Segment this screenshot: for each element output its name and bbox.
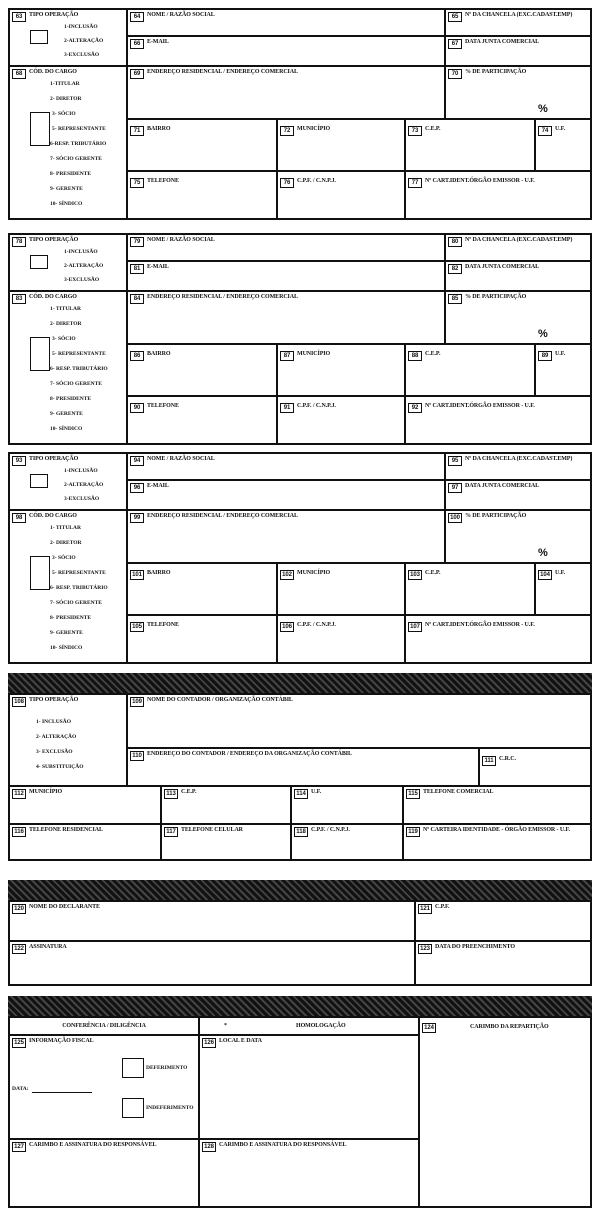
op-alteracao: 2-ALTERAÇÃO: [64, 38, 104, 44]
cargo-item: 2- DIRETOR: [50, 540, 82, 546]
partner-tipo-operacao: 63 TIPO OPERAÇÃO 1-INCLUSÃO 2-ALTERAÇÃO 3-EXCLUSÃO: [9, 9, 127, 66]
op-inclusao: 1-INCLUSÃO: [64, 249, 98, 255]
partner-bairro-field[interactable]: 86 BAIRRO: [127, 344, 277, 396]
op-alteracao: 2-ALTERAÇÃO: [64, 482, 104, 488]
declarante-assinatura-field[interactable]: 122 ASSINATURA: [9, 941, 415, 985]
declarante-cpf-field[interactable]: 121 C.P.F.: [415, 901, 591, 941]
op-inclusao: 1-INCLUSÃO: [64, 24, 98, 30]
partner-participacao-field[interactable]: 100 % DE PARTICIPAÇÃO %: [445, 510, 591, 563]
tipo-operacao-checkbox[interactable]: [30, 30, 48, 44]
cargo-item: 1-TITULAR: [50, 81, 80, 87]
data-label: DATA:: [12, 1086, 29, 1092]
partner-block: [8, 233, 592, 445]
cargo-code-box[interactable]: [30, 556, 50, 590]
partner-junta-field[interactable]: 67 DATA JUNTA COMERCIAL: [445, 36, 591, 66]
partner-cargo-column: 83 CÓD. DO CARGO 1- TITULAR 2- DIRETOR 3- SÓCIO 5- REPRESENTANTE 6- RESP. TRIBUTÁRIO 7- SÓCIO GERENTE 8- PRESIDENTE 9- GERENTE 10- SÍNDICO: [9, 291, 127, 444]
partner-cpf-field[interactable]: 76 C.P.F. / C.N.P.J.: [277, 171, 405, 219]
section-band-reparticao: [8, 996, 592, 1016]
partner-cep-field[interactable]: 88 C.E.P.: [405, 344, 535, 396]
section-band-contador: [8, 673, 592, 693]
op-exclusao: 3-EXCLUSÃO: [64, 496, 100, 502]
contador-cep-field[interactable]: 113 C.E.P.: [161, 786, 291, 824]
contador-crc-field[interactable]: 111 C.R.C.: [479, 748, 591, 786]
declarante-nome-field[interactable]: 120 NOME DO DECLARANTE: [9, 901, 415, 941]
partner-chancela-field[interactable]: 95 Nº DA CHANCELA (EXC.CADAST.EMP): [445, 453, 591, 480]
cargo-item: 9- GERENTE: [50, 630, 83, 636]
partner-telefone-field[interactable]: 90 TELEFONE: [127, 396, 277, 444]
declarante-data-field[interactable]: 123 DATA DO PREENCHIMENTO: [415, 941, 591, 985]
carimbo-responsavel-1-field[interactable]: 127 CARIMBO E ASSINATURA DO RESPONSÁVEL: [9, 1139, 199, 1207]
partner-junta-field[interactable]: 82 DATA JUNTA COMERCIAL: [445, 261, 591, 291]
partner-cep-field[interactable]: 103 C.E.P.: [405, 563, 535, 615]
cargo-item: 6- RESP. TRIBUTÁRIO: [50, 366, 108, 372]
cargo-item: 10- SÍNDICO: [50, 201, 83, 207]
partner-nome-field[interactable]: 64 NOME / RAZÃO SOCIAL: [127, 9, 445, 36]
cargo-item: 9- GERENTE: [50, 411, 83, 417]
partner-rg-field[interactable]: 92 Nº CART.IDENT.ÓRGÃO EMISSOR - U.F.: [405, 396, 591, 444]
carimbo-responsavel-2-field[interactable]: 128 CARIMBO E ASSINATURA DO RESPONSÁVEL: [199, 1139, 419, 1207]
cargo-item: 9- GERENTE: [50, 186, 83, 192]
cargo-item: 5- REPRESENTANTE: [52, 570, 106, 576]
local-data-field[interactable]: 126 LOCAL E DATA: [199, 1035, 419, 1139]
cargo-item: 8- PRESIDENTE: [50, 615, 92, 621]
conferencia-title: CONFERÊNCIA / DILIGÊNCIA: [62, 1023, 146, 1029]
partner-endereco-field[interactable]: 99 ENDEREÇO RESIDENCIAL / ENDEREÇO COMERCIAL: [127, 510, 445, 563]
partner-bairro-field[interactable]: 101 BAIRRO: [127, 563, 277, 615]
cargo-item: 8- PRESIDENTE: [50, 171, 92, 177]
percent-sign: %: [538, 328, 548, 340]
partner-tipo-operacao: 78 TIPO OPERAÇÃO 1-INCLUSÃO 2-ALTERAÇÃO 3-EXCLUSÃO: [9, 234, 127, 291]
tipo-operacao-checkbox[interactable]: [30, 474, 48, 488]
cargo-item: 3- SÓCIO: [52, 111, 76, 117]
partner-cargo-column: 68 CÓD. DO CARGO 1-TITULAR 2- DIRETOR 3- SÓCIO 5- REPRESENTANTE 6-RESP. TRIBUTÁRIO 7- SÓCIO GERENTE 8- PRESIDENTE 9- GERENTE 10- SÍNDICO: [9, 66, 127, 219]
op-exclusao: 3-EXCLUSÃO: [64, 277, 100, 283]
partner-endereco-field[interactable]: 84 ENDEREÇO RESIDENCIAL / ENDEREÇO COMERCIAL: [127, 291, 445, 344]
partner-municipio-field[interactable]: 102 MUNICÍPIO: [277, 563, 405, 615]
declarante-section: [8, 900, 592, 986]
indeferimento-label: INDEFERIMENTO: [146, 1105, 194, 1111]
partner-email-field[interactable]: 96 E-MAIL: [127, 480, 445, 510]
contador-op-substituicao[interactable]: 4- SUBSTITUIÇÃO: [36, 764, 84, 770]
cargo-item: 2- DIRETOR: [50, 321, 82, 327]
op-inclusao: 1-INCLUSÃO: [64, 468, 98, 474]
carimbo-reparticao-field[interactable]: 124 CARIMBO DA REPARTIÇÃO: [419, 1017, 591, 1207]
partner-uf-field[interactable]: 74 U.F.: [535, 119, 591, 171]
partner-uf-field[interactable]: 89 U.F.: [535, 344, 591, 396]
contador-op-inclusao[interactable]: 1- INCLUSÃO: [36, 719, 71, 725]
informacao-fiscal-field[interactable]: 125 INFORMAÇÃO FISCAL DEFERIMENTO INDEFERIMENTO DATA:: [9, 1035, 199, 1139]
partner-email-field[interactable]: 81 E-MAIL: [127, 261, 445, 291]
homologacao-prefix: *: [224, 1023, 227, 1029]
conferencia-header: [9, 1017, 199, 1035]
partner-rg-field[interactable]: 77 Nº CART.IDENT.ÓRGÃO EMISSOR - U.F.: [405, 171, 591, 219]
cargo-item: 7- SÓCIO GERENTE: [50, 156, 102, 162]
partner-telefone-field[interactable]: 105 TELEFONE: [127, 615, 277, 663]
contador-celular-field[interactable]: 117 TELEFONE CELULAR: [161, 824, 291, 860]
contador-op-alteracao[interactable]: 2- ALTERAÇÃO: [36, 734, 77, 740]
contador-telefone-residencial-field[interactable]: 116 TELEFONE RESIDENCIAL: [9, 824, 161, 860]
indeferimento-checkbox[interactable]: [122, 1098, 144, 1118]
cargo-item: 2- DIRETOR: [50, 96, 82, 102]
deferimento-checkbox[interactable]: [122, 1058, 144, 1078]
cargo-item: 10- SÍNDICO: [50, 426, 83, 432]
contador-telefone-comercial-field[interactable]: 115 TELEFONE COMERCIAL: [403, 786, 591, 824]
cargo-item: 3- SÓCIO: [52, 336, 76, 342]
partner-email-field[interactable]: 66 E-MAIL: [127, 36, 445, 66]
partner-telefone-field[interactable]: 75 TELEFONE: [127, 171, 277, 219]
partner-block: [8, 452, 592, 664]
carimbo-reparticao-label: CARIMBO DA REPARTIÇÃO: [470, 1024, 549, 1030]
contador-rg-field[interactable]: 119 Nº CARTEIRA IDENTIDADE - ÓRGÃO EMISSOR - U.F.: [403, 824, 591, 860]
partner-junta-field[interactable]: 97 DATA JUNTA COMERCIAL: [445, 480, 591, 510]
cargo-item: 7- SÓCIO GERENTE: [50, 381, 102, 387]
contador-nome-field[interactable]: 109 NOME DO CONTADOR / ORGANIZAÇÃO CONTÁBIL: [127, 694, 591, 748]
partner-rg-field[interactable]: 107 Nº CART.IDENT.ÓRGÃO EMISSOR - U.F.: [405, 615, 591, 663]
contador-municipio-field[interactable]: 112 MUNICÍPIO: [9, 786, 161, 824]
partner-cpf-field[interactable]: 91 C.P.F. / C.N.P.J.: [277, 396, 405, 444]
percent-sign: %: [538, 547, 548, 559]
cargo-item: 7- SÓCIO GERENTE: [50, 600, 102, 606]
partner-municipio-field[interactable]: 72 MUNICÍPIO: [277, 119, 405, 171]
cargo-item: 8- PRESIDENTE: [50, 396, 92, 402]
partner-nome-field[interactable]: 79 NOME / RAZÃO SOCIAL: [127, 234, 445, 261]
contador-tipo-operacao: 108 TIPO OPERAÇÃO 1- INCLUSÃO 2- ALTERAÇÃO 3- EXCLUSÃO 4- SUBSTITUIÇÃO: [9, 694, 127, 786]
cargo-item: 10- SÍNDICO: [50, 645, 83, 651]
section-band-declarante: [8, 880, 592, 900]
reparticao-section: [8, 1016, 592, 1208]
partner-cpf-field[interactable]: 106 C.P.F. / C.N.P.J.: [277, 615, 405, 663]
partner-chancela-field[interactable]: 80 Nº DA CHANCELA (EXC.CADAST.EMP): [445, 234, 591, 261]
contador-op-exclusao[interactable]: 3- EXCLUSÃO: [36, 749, 73, 755]
contador-section: [8, 693, 592, 861]
cargo-item: 1- TITULAR: [50, 525, 81, 531]
partner-cargo-column: 98 CÓD. DO CARGO 1- TITULAR 2- DIRETOR 3- SÓCIO 5- REPRESENTANTE 6- RESP. TRIBUTÁRIO 7- SÓCIO GERENTE 8- PRESIDENTE 9- GERENTE 10- SÍNDICO: [9, 510, 127, 663]
partner-chancela-field[interactable]: 65 Nº DA CHANCELA (EXC.CADAST.EMP): [445, 9, 591, 36]
percent-sign: %: [538, 103, 548, 115]
partner-tipo-operacao: 93 TIPO OPERAÇÃO 1-INCLUSÃO 2-ALTERAÇÃO 3-EXCLUSÃO: [9, 453, 127, 510]
op-alteracao: 2-ALTERAÇÃO: [64, 263, 104, 269]
cargo-item: 5- REPRESENTANTE: [52, 126, 106, 132]
partner-bairro-field[interactable]: 71 BAIRRO: [127, 119, 277, 171]
cargo-item: 1- TITULAR: [50, 306, 81, 312]
cargo-item: 3- SÓCIO: [52, 555, 76, 561]
op-exclusao: 3-EXCLUSÃO: [64, 52, 100, 58]
homologacao-header: [199, 1017, 419, 1035]
partner-nome-field[interactable]: 94 NOME / RAZÃO SOCIAL: [127, 453, 445, 480]
cargo-item: 6- RESP. TRIBUTÁRIO: [50, 585, 108, 591]
cargo-item: 6-RESP. TRIBUTÁRIO: [50, 141, 107, 147]
deferimento-label: DEFERIMENTO: [146, 1065, 188, 1071]
contador-endereco-field[interactable]: 110 ENDEREÇO DO CONTADOR / ENDEREÇO DA ORGANIZAÇÃO CONTÁBIL: [127, 748, 479, 786]
partner-municipio-field[interactable]: 87 MUNICÍPIO: [277, 344, 405, 396]
partner-participacao-field[interactable]: 85 % DE PARTICIPAÇÃO %: [445, 291, 591, 344]
contador-cpf-field[interactable]: 118 C.P.F. / C.N.P.J.: [291, 824, 403, 860]
homologacao-title: HOMOLOGAÇÃO: [296, 1023, 346, 1029]
cargo-code-box[interactable]: [30, 337, 50, 371]
cargo-item: 5- REPRESENTANTE: [52, 351, 106, 357]
tipo-operacao-checkbox[interactable]: [30, 255, 48, 269]
data-line[interactable]: [32, 1092, 92, 1093]
partner-cep-field[interactable]: 73 C.E.P.: [405, 119, 535, 171]
cargo-code-box[interactable]: [30, 112, 50, 146]
partner-uf-field[interactable]: 104 U.F.: [535, 563, 591, 615]
partner-endereco-field[interactable]: 69 ENDEREÇO RESIDENCIAL / ENDEREÇO COMERCIAL: [127, 66, 445, 119]
contador-uf-field[interactable]: 114 U.F.: [291, 786, 403, 824]
partner-block: [8, 8, 592, 220]
partner-participacao-field[interactable]: 70 % DE PARTICIPAÇÃO %: [445, 66, 591, 119]
